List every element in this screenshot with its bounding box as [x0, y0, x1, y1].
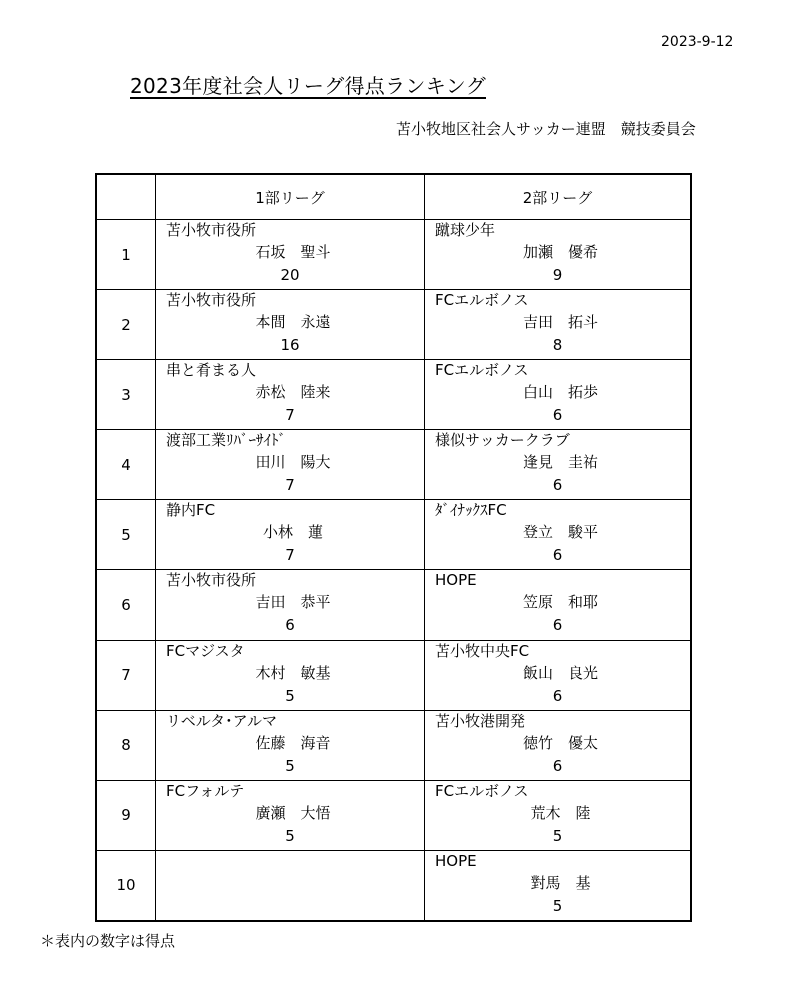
table-row	[96, 780, 691, 850]
rank-number: 6	[96, 570, 156, 640]
header-division-2: 2部リーグ	[425, 174, 692, 220]
player-name: 赤松 陸来	[255, 383, 331, 402]
document-date: 2023-9-12	[661, 34, 734, 50]
table-row	[96, 430, 691, 500]
goal-count: 5	[285, 826, 295, 845]
header-division-1: 1部リーグ	[156, 174, 425, 220]
table-row	[96, 640, 691, 710]
player-name	[156, 872, 424, 895]
rank-number: 10	[96, 850, 156, 921]
team-name: 苫小牧市役所	[166, 221, 257, 239]
player-name: 加瀬 優希	[522, 243, 598, 261]
goal-count: 5	[285, 686, 295, 705]
goal-count: 5	[552, 826, 563, 845]
goal-count: 8	[552, 336, 563, 355]
player-name: 石坂 聖斗	[255, 243, 331, 261]
rank-number: 8	[96, 710, 156, 780]
team-name: FCエルボノス	[435, 361, 529, 380]
rank-number: 1	[96, 220, 156, 290]
table-row	[96, 290, 691, 360]
table-header-row	[96, 174, 691, 220]
rank-number: 7	[96, 640, 156, 710]
goal-count: 16	[280, 336, 300, 355]
team-name: 渡部工業ﾘﾊﾞｰｻｲﾄﾞ	[166, 431, 287, 450]
team-name: HOPE	[435, 571, 477, 590]
player-name: 笠原 和耶	[522, 593, 598, 612]
division-2-cell	[425, 500, 692, 570]
rank-number: 2	[96, 290, 156, 360]
team-name: 苫小牧中央FC	[435, 641, 530, 660]
team-name: 様似サッカークラブ	[435, 431, 570, 450]
division-2-cell	[425, 850, 692, 921]
goal-count	[156, 895, 424, 917]
rank-number: 4	[96, 430, 156, 500]
division-1-cell	[156, 290, 425, 360]
player-name: 對馬 基	[530, 873, 591, 892]
goal-count: 6	[552, 476, 563, 495]
goal-count: 5	[552, 896, 563, 915]
rank-number: 9	[96, 780, 156, 850]
table-row	[96, 570, 691, 640]
ranking-table	[95, 173, 692, 922]
team-name: FCエルボノス	[435, 781, 529, 800]
organization-name: 苫小牧地区社会人サッカー連盟 競技委員会	[396, 120, 696, 138]
player-name: 登立 駿平	[522, 523, 598, 542]
division-1-cell	[156, 430, 425, 500]
team-name: FCフォルテ	[166, 781, 245, 800]
player-name: 本間 永遠	[255, 313, 331, 332]
footnote: ＊表内の数字は得点	[40, 932, 176, 950]
goal-count: 7	[285, 476, 295, 495]
table-row	[96, 220, 691, 290]
player-name: 吉田 恭平	[255, 593, 331, 612]
rank-number: 5	[96, 500, 156, 570]
division-1-cell	[156, 570, 425, 640]
rank-number: 3	[96, 360, 156, 430]
table-row	[96, 500, 691, 570]
division-1-cell	[156, 500, 425, 570]
team-name: 苫小牧市役所	[166, 571, 257, 590]
player-name: 飯山 良光	[522, 663, 598, 682]
player-name: 荒木 陸	[530, 803, 591, 822]
division-1-cell	[156, 360, 425, 430]
division-1-cell	[156, 220, 425, 290]
division-1-cell	[156, 850, 425, 921]
header-rank	[96, 174, 156, 220]
goal-count: 6	[552, 406, 563, 425]
team-name: リベルタ･アルマ	[166, 711, 278, 730]
player-name: 逢見 圭祐	[522, 453, 598, 472]
table-row	[96, 850, 691, 921]
division-1-cell	[156, 780, 425, 850]
team-name: 苫小牧港開発	[435, 711, 526, 730]
player-name: 廣瀬 大悟	[255, 803, 331, 822]
team-name: FCマジスタ	[166, 641, 245, 660]
player-name: 佐藤 海音	[255, 733, 331, 752]
goal-count: 6	[285, 616, 295, 635]
team-name	[156, 851, 424, 872]
division-2-cell	[425, 430, 692, 500]
goal-count: 6	[552, 686, 563, 705]
ranking-table-body	[96, 220, 691, 922]
player-name: 田川 陽大	[255, 453, 331, 472]
team-name: 静内FC	[166, 501, 216, 520]
division-1-cell	[156, 710, 425, 780]
team-name: 苫小牧市役所	[166, 291, 257, 310]
division-2-cell	[425, 780, 692, 850]
table-row	[96, 360, 691, 430]
team-name: HOPE	[435, 851, 477, 870]
division-2-cell	[425, 290, 692, 360]
team-name: 蹴球少年	[435, 221, 496, 239]
table-row	[96, 710, 691, 780]
goal-count: 20	[280, 266, 300, 284]
player-name: 徳竹 優太	[522, 733, 598, 752]
player-name: 白山 拓歩	[522, 383, 598, 402]
player-name: 吉田 拓斗	[522, 313, 598, 332]
goal-count: 6	[552, 616, 563, 635]
division-2-cell	[425, 360, 692, 430]
document-title: 2023年度社会人リーグ得点ランキング	[130, 74, 486, 98]
division-2-cell	[425, 570, 692, 640]
goal-count: 6	[552, 546, 563, 565]
goal-count: 7	[285, 546, 295, 565]
team-name: FCエルボノス	[435, 291, 529, 310]
division-2-cell	[425, 220, 692, 290]
goal-count: 9	[552, 266, 563, 284]
player-name: 小林 蓮	[262, 523, 323, 542]
goal-count: 5	[285, 756, 295, 775]
division-2-cell	[425, 710, 692, 780]
goal-count: 7	[285, 406, 295, 425]
division-2-cell	[425, 640, 692, 710]
team-name: ﾀﾞｲﾅｯｸｽFC	[435, 501, 507, 520]
division-1-cell	[156, 640, 425, 710]
goal-count: 6	[552, 756, 563, 775]
player-name: 木村 敏基	[255, 663, 331, 682]
team-name: 串と肴まる人	[166, 361, 257, 380]
